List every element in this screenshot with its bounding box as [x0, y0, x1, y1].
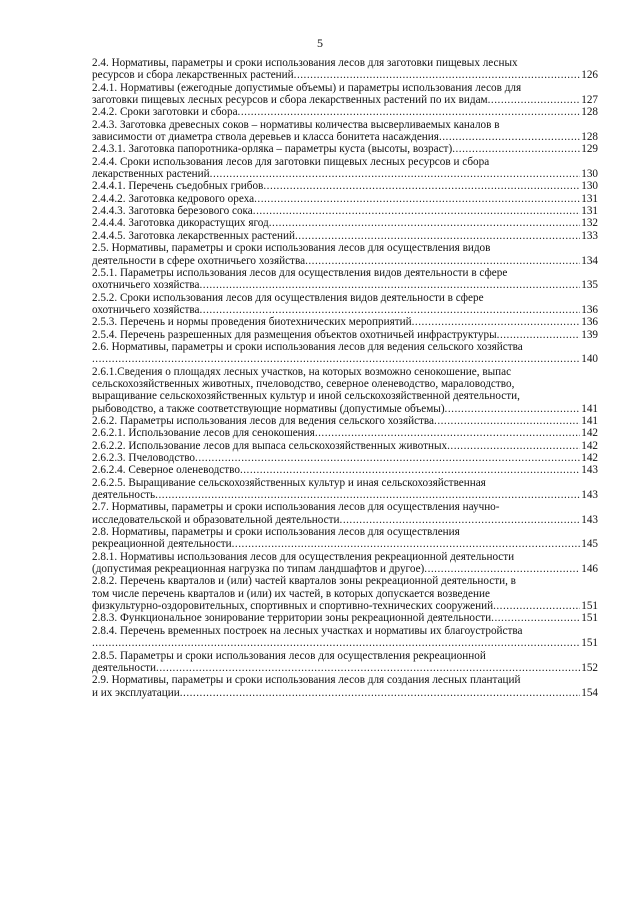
toc-entry — [92, 366, 598, 415]
toc-entry — [92, 464, 598, 476]
toc-entry-text-line: физкультурно-оздоровительных, спортивных и спортивно-технических сооружений — [92, 600, 494, 613]
toc-entry-text-line: исследовательской и образовательной деятельности — [92, 513, 340, 526]
toc-entry-text-line: сельскохозяйственных животных, пчеловодство, северное оленеводство, мараловодство, — [92, 377, 515, 390]
dot-leader — [497, 329, 581, 341]
toc-entry-text-line: 2.8.2. Перечень кварталов и (или) частей кварталов зоны рекреационной деятельности, в — [92, 575, 516, 588]
toc-entry-text-line: 2.9. Нормативы, параметры и сроки использования лесов для создания лесных плантаций — [92, 674, 521, 687]
toc-entry-page-number: 134 — [581, 254, 598, 267]
toc-entry — [92, 180, 598, 192]
toc-entry-text-line: деятельность — [92, 489, 156, 502]
dot-leader — [412, 316, 581, 328]
toc-entry-page-number: 140 — [581, 353, 598, 366]
toc-entry-page-number: 130 — [581, 168, 598, 181]
dot-leader — [315, 427, 580, 439]
toc-entry-text-line: рекреационной деятельности — [92, 538, 232, 551]
toc-entry-page-number: 136 — [581, 316, 598, 329]
toc-entry-text-line: 2.6.2.5. Выращивание сельскохозяйственных культур и иная сельскохозяйственная — [92, 476, 486, 489]
toc-entry-text-line: 2.5.4. Перечень разрешенных для размещения объектов охотничьей инфраструктуры — [92, 328, 497, 341]
toc-entry-text-line: 2.5.3. Перечень и нормы проведения биотехнических мероприятий — [92, 316, 412, 329]
toc-entry-page-number: 142 — [581, 427, 598, 440]
toc-entry-text-line: 2.8.4. Перечень временных построек на лесных участках и нормативы их благоустройства — [92, 624, 523, 637]
toc-entry-text-line: 2.5.1. Параметры использования лесов для осуществления видов деятельности в сфере — [92, 266, 508, 279]
toc-entry-text-line: 2.6.2. Параметры использования лесов для ведения сельского хозяйства — [92, 414, 435, 427]
toc-entry-page-number: 142 — [581, 452, 598, 464]
toc-entry-text-line: 2.4.3. Заготовка древесных соков – нормативы количества высверливаемых каналов в — [92, 118, 500, 131]
dot-leader — [195, 452, 580, 464]
toc-entry-text-line: 2.8.3. Функциональное зонирование территории зоны рекреационной деятельности — [92, 612, 492, 625]
dot-leader — [263, 180, 580, 192]
toc-entry-text-line: 2.7. Нормативы, параметры и сроки использования лесов для осуществления научно- — [92, 501, 500, 514]
toc-entry — [92, 440, 598, 452]
toc-entry — [92, 230, 598, 242]
toc-entry-text-line: деятельности — [92, 661, 157, 674]
toc-entry-text-line: 2.4.1. Нормативы (ежегодные допустимые объемы) и параметры использования лесов для — [92, 81, 522, 94]
toc-entry — [92, 477, 598, 502]
toc-entry-page-number: 145 — [581, 538, 598, 551]
toc-entry — [92, 292, 598, 317]
toc-entry-text-line: (допустимая рекреационная нагрузка по типам ландшафтов и другое) — [92, 563, 425, 576]
toc-entry-text-line: 2.6.2.1. Использование лесов для сенокошения — [92, 427, 315, 440]
toc-entry — [92, 452, 598, 464]
toc-entry — [92, 551, 598, 576]
toc-entry — [92, 625, 598, 650]
toc-entry-page-number: 135 — [581, 279, 598, 292]
toc-entry-text-line: зависимости от диаметра ствола деревьев и класса бонитета насаждения — [92, 131, 439, 144]
dot-leader — [199, 279, 580, 291]
toc-entry-page-number: 132 — [581, 217, 598, 230]
dot-leader — [439, 131, 580, 143]
dot-leader — [445, 403, 581, 415]
toc-entry-page-number: 154 — [581, 686, 598, 699]
toc-entry — [92, 82, 598, 107]
toc-entry-page-number: 133 — [581, 229, 598, 242]
toc-entry-text-line: 2.4.4.2. Заготовка кедрового ореха — [92, 192, 255, 205]
toc-entry-text-line: 2.5.2. Сроки использования лесов для осуществления видов деятельности в сфере — [92, 291, 484, 304]
dot-leader — [424, 563, 580, 575]
dot-leader — [269, 217, 580, 229]
toc-entry — [92, 427, 598, 439]
toc-entry — [92, 242, 598, 267]
toc-entry-text-line: лекарственных растений — [92, 168, 210, 181]
toc-entry-text-line: 2.6.2.3. Пчеловодство — [92, 452, 196, 464]
toc-entry-text-line: и их эксплуатации — [92, 686, 180, 699]
toc-entry-page-number: 151 — [581, 612, 598, 625]
toc-entry-text-line: том числе перечень кварталов и (или) их частей, в которых допускается возведение — [92, 587, 490, 600]
toc-entry — [92, 193, 598, 205]
toc-entry-page-number: 146 — [581, 563, 598, 576]
toc-entry-page-number: 129 — [581, 143, 598, 156]
dot-leader — [491, 612, 580, 624]
toc-entry — [92, 106, 598, 118]
toc-entry — [92, 501, 598, 526]
toc-entry-page-number: 142 — [581, 439, 598, 452]
dot-leader — [295, 230, 580, 242]
toc-entry-text-line: 2.5. Нормативы, параметры и сроки использования лесов для осуществления видов — [92, 242, 491, 255]
toc-entry-text-line: 2.6.1.Сведения о площадях лесных участков, на которых возможно сенокошение, выпас — [92, 365, 512, 378]
dot-leader — [240, 464, 580, 476]
toc-entry-text-line: 2.4.4.4. Заготовка дикорастущих ягод — [92, 217, 269, 230]
toc-entry-page-number: 128 — [581, 131, 598, 144]
toc-entry-page-number: 143 — [581, 464, 598, 477]
dot-leader — [92, 353, 580, 365]
dot-leader — [294, 69, 581, 81]
toc-entry — [92, 575, 598, 612]
toc-entry-text-line: рыбоводство, а также соответствующие нормативы (допустимые объемы) — [92, 402, 445, 415]
toc-entry-text-line: выращивание сельскохозяйственных культур и иной сельскохозяйственной деятельности, — [92, 390, 520, 403]
toc-entry-page-number: 139 — [581, 328, 598, 341]
toc-entry-text-line: 2.8.5. Параметры и сроки использования лесов для осуществления рекреационной — [92, 649, 486, 662]
toc-entry-page-number: 128 — [581, 106, 598, 119]
toc-entry-page-number: 152 — [581, 661, 598, 674]
toc-entry-page-number: 151 — [581, 600, 598, 613]
toc-entry — [92, 156, 598, 181]
toc-entry-text-line: 2.4. Нормативы, параметры и сроки использования лесов для заготовки пищевых лесных — [92, 57, 518, 69]
dot-leader — [232, 538, 581, 550]
toc-entry-text-line: охотничьего хозяйства — [92, 279, 200, 292]
toc-entry-text-line: 2.4.4. Сроки использования лесов для заготовки пищевых лесных ресурсов и сбора — [92, 155, 490, 168]
dot-leader — [253, 205, 580, 217]
toc-entry-text-line: 2.8. Нормативы, параметры и сроки использования лесов для осуществления — [92, 526, 460, 539]
toc-entry-text-line: 2.4.2. Сроки заготовки и сбора — [92, 106, 238, 119]
toc-entry — [92, 415, 598, 427]
dot-leader — [452, 143, 580, 155]
toc-entry-page-number: 131 — [581, 192, 598, 205]
toc-entry-page-number: 143 — [581, 489, 598, 502]
dot-leader — [155, 489, 580, 501]
toc-entry-text-line: охотничьего хозяйства — [92, 303, 200, 316]
dot-leader — [488, 94, 581, 106]
table-of-contents — [92, 57, 598, 699]
dot-leader — [156, 662, 580, 674]
toc-entry-page-number: 126 — [581, 69, 598, 82]
dot-leader — [238, 106, 581, 118]
toc-entry-page-number: 131 — [581, 205, 598, 218]
toc-entry — [92, 119, 598, 144]
toc-entry-text-line: 2.8.1. Нормативы использования лесов для осуществления рекреационной деятельности — [92, 550, 515, 563]
toc-entry-text-line: деятельности в сфере охотничьего хозяйства — [92, 254, 306, 267]
dot-leader — [493, 600, 580, 612]
dot-leader — [92, 637, 580, 649]
toc-entry-text-line: 2.6. Нормативы, параметры и сроки использования лесов для ведения сельского хозяйства — [92, 340, 523, 353]
toc-entry — [92, 143, 598, 155]
toc-entry-page-number: 151 — [581, 637, 598, 650]
dot-leader — [199, 304, 580, 316]
dot-leader — [447, 440, 580, 452]
dot-leader — [210, 168, 581, 180]
page-number: 5 — [317, 36, 323, 50]
dot-leader — [340, 514, 581, 526]
dot-leader — [434, 415, 580, 427]
toc-entry — [92, 217, 598, 229]
toc-entry — [92, 650, 598, 675]
dot-leader — [254, 193, 580, 205]
toc-entry-page-number: 141 — [581, 414, 598, 427]
toc-entry-text-line: 2.4.4.1. Перечень съедобных грибов — [92, 180, 264, 193]
toc-entry-page-number: 136 — [581, 303, 598, 316]
toc-entry — [92, 205, 598, 217]
toc-entry-page-number: 141 — [581, 402, 598, 415]
toc-entry-text-line: 2.6.2.2. Использование лесов для выпаса сельскохозяйственных животных — [92, 439, 448, 452]
toc-entry-page-number: 143 — [581, 513, 598, 526]
toc-entry-text-line: ресурсов и сбора лекарственных растений — [92, 69, 294, 82]
toc-entry — [92, 316, 598, 328]
toc-entry — [92, 612, 598, 624]
dot-leader — [180, 687, 580, 699]
toc-entry — [92, 57, 598, 82]
toc-entry-page-number: 127 — [581, 94, 598, 107]
toc-entry — [92, 267, 598, 292]
dot-leader — [305, 255, 580, 267]
toc-entry — [92, 329, 598, 341]
toc-entry — [92, 526, 598, 551]
toc-entry-text-line: 2.4.4.3. Заготовка березового сока — [92, 205, 253, 218]
toc-entry-text-line: заготовки пищевых лесных ресурсов и сбора лекарственных растений по их видам — [92, 94, 488, 107]
toc-entry-text-line: 2.4.4.5. Заготовка лекарственных растений — [92, 229, 295, 242]
toc-entry — [92, 674, 598, 699]
toc-entry — [92, 341, 598, 366]
toc-entry-page-number: 130 — [581, 180, 598, 193]
toc-entry-text-line: 2.4.3.1. Заготовка папоротника-орляка – параметры куста (высоты, возраст) — [92, 143, 453, 156]
toc-entry-text-line: 2.6.2.4. Северное оленеводство — [92, 464, 240, 477]
